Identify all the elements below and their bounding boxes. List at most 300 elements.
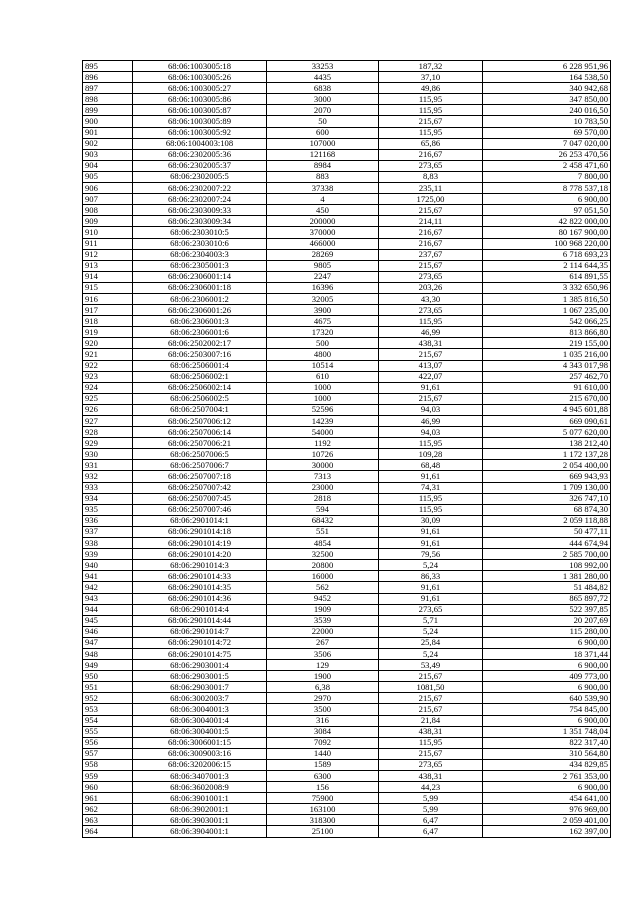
table-row (83, 560, 611, 571)
table-row (83, 371, 611, 382)
area-cell: 3506 (267, 648, 379, 659)
value-cell: 80 167 900,00 (483, 227, 611, 238)
cadastral-number-cell: 68:06:2303010:5 (133, 227, 267, 238)
cadastral-number-cell: 68:06:1003005:27 (133, 83, 267, 94)
rate-cell: 68,48 (379, 460, 483, 471)
area-cell: 50 (267, 116, 379, 127)
value-cell: 97 051,50 (483, 205, 611, 216)
table-row (83, 726, 611, 737)
area-cell: 75900 (267, 793, 379, 804)
row-number-cell: 942 (83, 582, 133, 593)
area-cell: 4854 (267, 538, 379, 549)
table-row (83, 105, 611, 116)
area-cell: 4675 (267, 316, 379, 327)
rate-cell: 5,99 (379, 793, 483, 804)
area-cell: 20800 (267, 560, 379, 571)
value-cell: 2 059 118,88 (483, 515, 611, 526)
table-row (83, 526, 611, 537)
area-cell: 370000 (267, 227, 379, 238)
table-row (83, 305, 611, 316)
row-number-cell: 919 (83, 327, 133, 338)
table-row (83, 626, 611, 637)
rate-cell: 5,24 (379, 648, 483, 659)
row-number-cell: 935 (83, 504, 133, 515)
area-cell: 4800 (267, 349, 379, 360)
rate-cell: 215,67 (379, 704, 483, 715)
table-row (83, 260, 611, 271)
cadastral-number-cell: 68:06:2901014:20 (133, 549, 267, 560)
area-cell: 3084 (267, 726, 379, 737)
area-cell: 163100 (267, 804, 379, 815)
area-cell: 10514 (267, 360, 379, 371)
row-number-cell: 932 (83, 471, 133, 482)
value-cell: 42 822 000,00 (483, 216, 611, 227)
table-row (83, 227, 611, 238)
row-number-cell: 906 (83, 183, 133, 194)
table-row (83, 72, 611, 83)
area-cell: 22000 (267, 626, 379, 637)
table-row (83, 759, 611, 770)
table-row (83, 171, 611, 182)
rate-cell: 5,99 (379, 804, 483, 815)
value-cell: 2 585 700,00 (483, 549, 611, 560)
rate-cell: 91,61 (379, 471, 483, 482)
row-number-cell: 898 (83, 94, 133, 105)
row-number-cell: 911 (83, 238, 133, 249)
area-cell: 4 (267, 194, 379, 205)
row-number-cell: 960 (83, 782, 133, 793)
row-number-cell: 910 (83, 227, 133, 238)
cadastral-number-cell: 68:06:2506001:4 (133, 360, 267, 371)
row-number-cell: 924 (83, 382, 133, 393)
area-cell: 3900 (267, 305, 379, 316)
table-row (83, 648, 611, 659)
rate-cell: 215,67 (379, 748, 483, 759)
cadastral-number-cell: 68:06:2507006:12 (133, 416, 267, 427)
table-row (83, 449, 611, 460)
rate-cell: 37,10 (379, 72, 483, 83)
table-row (83, 571, 611, 582)
value-cell: 4 343 017,98 (483, 360, 611, 371)
row-number-cell: 963 (83, 815, 133, 826)
value-cell: 6 900,00 (483, 660, 611, 671)
row-number-cell: 916 (83, 293, 133, 304)
rate-cell: 74,31 (379, 482, 483, 493)
value-cell: 215 670,00 (483, 393, 611, 404)
table-row (83, 382, 611, 393)
rate-cell: 215,67 (379, 349, 483, 360)
row-number-cell: 949 (83, 660, 133, 671)
row-number-cell: 904 (83, 160, 133, 171)
value-cell: 68 874,30 (483, 504, 611, 515)
row-number-cell: 958 (83, 759, 133, 770)
rate-cell: 438,31 (379, 771, 483, 782)
area-cell: 1900 (267, 671, 379, 682)
value-cell: 7 047 020,00 (483, 138, 611, 149)
cadastral-number-cell: 68:06:3004001:4 (133, 715, 267, 726)
value-cell: 976 969,00 (483, 804, 611, 815)
area-cell: 562 (267, 582, 379, 593)
cadastral-number-cell: 68:06:3004001:5 (133, 726, 267, 737)
cadastral-number-cell: 68:06:1003005:87 (133, 105, 267, 116)
cadastral-number-cell: 68:06:2506002:1 (133, 371, 267, 382)
value-cell: 813 866,80 (483, 327, 611, 338)
table-row (83, 116, 611, 127)
cadastral-number-cell: 68:06:2507006:21 (133, 438, 267, 449)
cadastral-number-cell: 68:06:2302007:22 (133, 183, 267, 194)
table-row (83, 94, 611, 105)
rate-cell: 216,67 (379, 149, 483, 160)
table-row (83, 804, 611, 815)
rate-cell: 94,03 (379, 427, 483, 438)
row-number-cell: 938 (83, 538, 133, 549)
table-row (83, 704, 611, 715)
rate-cell: 43,30 (379, 293, 483, 304)
rate-cell: 25,84 (379, 637, 483, 648)
row-number-cell: 925 (83, 393, 133, 404)
area-cell: 14239 (267, 416, 379, 427)
row-number-cell: 947 (83, 637, 133, 648)
row-number-cell: 909 (83, 216, 133, 227)
area-cell: 52596 (267, 404, 379, 415)
row-number-cell: 953 (83, 704, 133, 715)
row-number-cell: 914 (83, 271, 133, 282)
value-cell: 18 371,44 (483, 648, 611, 659)
cadastral-number-cell: 68:06:2303009:33 (133, 205, 267, 216)
table-row (83, 338, 611, 349)
rate-cell: 187,32 (379, 61, 483, 72)
row-number-cell: 923 (83, 371, 133, 382)
cadastral-number-cell: 68:06:2302005:5 (133, 171, 267, 182)
rate-cell: 214,11 (379, 216, 483, 227)
cadastral-number-cell: 68:06:2305001:3 (133, 260, 267, 271)
rate-cell: 273,65 (379, 271, 483, 282)
table-row (83, 360, 611, 371)
rate-cell: 438,31 (379, 726, 483, 737)
rate-cell: 235,11 (379, 183, 483, 194)
area-cell: 610 (267, 371, 379, 382)
table-row (83, 271, 611, 282)
value-cell: 434 829,85 (483, 759, 611, 770)
area-cell: 551 (267, 526, 379, 537)
value-cell: 6 900,00 (483, 637, 611, 648)
cadastral-number-cell: 68:06:2507007:46 (133, 504, 267, 515)
value-cell: 522 397,85 (483, 604, 611, 615)
row-number-cell: 956 (83, 737, 133, 748)
table-row (83, 282, 611, 293)
table-row (83, 327, 611, 338)
rate-cell: 273,65 (379, 305, 483, 316)
rate-cell: 91,61 (379, 526, 483, 537)
value-cell: 2 114 644,35 (483, 260, 611, 271)
value-cell: 409 773,00 (483, 671, 611, 682)
row-number-cell: 945 (83, 615, 133, 626)
cadastral-number-cell: 68:06:2506002:5 (133, 393, 267, 404)
value-cell: 1 351 748,04 (483, 726, 611, 737)
value-cell: 240 016,50 (483, 105, 611, 116)
value-cell: 640 539,90 (483, 693, 611, 704)
row-number-cell: 905 (83, 171, 133, 182)
cadastral-number-cell: 68:06:3002003:7 (133, 693, 267, 704)
area-cell: 7092 (267, 737, 379, 748)
area-cell: 6300 (267, 771, 379, 782)
table-row (83, 427, 611, 438)
rate-cell: 215,67 (379, 205, 483, 216)
value-cell: 444 674,94 (483, 538, 611, 549)
area-cell: 28269 (267, 249, 379, 260)
table-row (83, 782, 611, 793)
rate-cell: 91,61 (379, 593, 483, 604)
row-number-cell: 954 (83, 715, 133, 726)
area-cell: 17320 (267, 327, 379, 338)
rate-cell: 273,65 (379, 160, 483, 171)
value-cell: 1 067 235,00 (483, 305, 611, 316)
cadastral-number-cell: 68:06:2503007:16 (133, 349, 267, 360)
value-cell: 26 253 470,56 (483, 149, 611, 160)
area-cell: 2247 (267, 271, 379, 282)
cadastral-number-cell: 68:06:2506002:14 (133, 382, 267, 393)
table-row (83, 160, 611, 171)
rate-cell: 413,07 (379, 360, 483, 371)
table-row (83, 416, 611, 427)
table-row (83, 149, 611, 160)
value-cell: 310 564,80 (483, 748, 611, 759)
area-cell: 33253 (267, 61, 379, 72)
rate-cell: 438,31 (379, 338, 483, 349)
cadastral-number-cell: 68:06:3407001:3 (133, 771, 267, 782)
area-cell: 9452 (267, 593, 379, 604)
row-number-cell: 946 (83, 626, 133, 637)
value-cell: 138 212,40 (483, 438, 611, 449)
table-row (83, 493, 611, 504)
value-cell: 10 783,50 (483, 116, 611, 127)
value-cell: 347 850,00 (483, 94, 611, 105)
cadastral-number-cell: 68:06:2303009:34 (133, 216, 267, 227)
rate-cell: 273,65 (379, 759, 483, 770)
rate-cell: 237,67 (379, 249, 483, 260)
area-cell: 1000 (267, 382, 379, 393)
area-cell: 37338 (267, 183, 379, 194)
cadastral-number-cell: 68:06:3904001:1 (133, 826, 267, 837)
row-number-cell: 933 (83, 482, 133, 493)
area-cell: 1000 (267, 393, 379, 404)
value-cell: 1 709 130,00 (483, 482, 611, 493)
row-number-cell: 964 (83, 826, 133, 837)
cadastral-number-cell: 68:06:2903001:4 (133, 660, 267, 671)
row-number-cell: 944 (83, 604, 133, 615)
row-number-cell: 903 (83, 149, 133, 160)
value-cell: 8 778 537,18 (483, 183, 611, 194)
rate-cell: 203,26 (379, 282, 483, 293)
value-cell: 164 538,50 (483, 72, 611, 83)
cadastral-number-cell: 68:06:2901014:19 (133, 538, 267, 549)
cadastral-number-cell: 68:06:3009003:16 (133, 748, 267, 759)
cadastral-number-cell: 68:06:2507006:5 (133, 449, 267, 460)
area-cell: 450 (267, 205, 379, 216)
value-cell: 91 610,00 (483, 382, 611, 393)
table-row (83, 737, 611, 748)
cadastral-number-cell: 68:06:2901014:3 (133, 560, 267, 571)
area-cell: 2818 (267, 493, 379, 504)
table-row (83, 538, 611, 549)
value-cell: 454 641,00 (483, 793, 611, 804)
row-number-cell: 918 (83, 316, 133, 327)
value-cell: 2 761 353,00 (483, 771, 611, 782)
cadastral-number-cell: 68:06:1003005:26 (133, 72, 267, 83)
row-number-cell: 917 (83, 305, 133, 316)
area-cell: 500 (267, 338, 379, 349)
row-number-cell: 961 (83, 793, 133, 804)
cadastral-number-cell: 68:06:3901001:1 (133, 793, 267, 804)
area-cell: 1909 (267, 604, 379, 615)
area-cell: 200000 (267, 216, 379, 227)
table-row (83, 293, 611, 304)
value-cell: 6 900,00 (483, 194, 611, 205)
value-cell: 614 891,55 (483, 271, 611, 282)
cadastral-number-cell: 68:06:3902001:1 (133, 804, 267, 815)
rate-cell: 91,61 (379, 382, 483, 393)
area-cell: 23000 (267, 482, 379, 493)
cadastral-number-cell: 68:06:1004003:108 (133, 138, 267, 149)
value-cell: 51 484,82 (483, 582, 611, 593)
rate-cell: 1081,50 (379, 682, 483, 693)
row-number-cell: 931 (83, 460, 133, 471)
cadastral-number-cell: 68:06:2507004:1 (133, 404, 267, 415)
area-cell: 7313 (267, 471, 379, 482)
value-cell: 1 035 216,00 (483, 349, 611, 360)
cadastral-value-table (82, 60, 611, 838)
value-cell: 50 477,11 (483, 526, 611, 537)
value-cell: 6 900,00 (483, 715, 611, 726)
cadastral-number-cell: 68:06:2507007:18 (133, 471, 267, 482)
area-cell: 267 (267, 637, 379, 648)
table-row (83, 549, 611, 560)
rate-cell: 46,99 (379, 416, 483, 427)
rate-cell: 115,95 (379, 493, 483, 504)
table-row (83, 604, 611, 615)
table-row (83, 138, 611, 149)
table-row (83, 249, 611, 260)
cadastral-number-cell: 68:06:2901014:35 (133, 582, 267, 593)
value-cell: 3 332 650,96 (483, 282, 611, 293)
row-number-cell: 929 (83, 438, 133, 449)
rate-cell: 115,95 (379, 105, 483, 116)
table-row (83, 793, 611, 804)
area-cell: 6838 (267, 83, 379, 94)
area-cell: 107000 (267, 138, 379, 149)
table-row (83, 637, 611, 648)
row-number-cell: 939 (83, 549, 133, 560)
table-row (83, 582, 611, 593)
rate-cell: 5,24 (379, 560, 483, 571)
table-row (83, 815, 611, 826)
value-cell: 822 317,40 (483, 737, 611, 748)
value-cell: 2 458 471,60 (483, 160, 611, 171)
cadastral-number-cell: 68:06:1003005:86 (133, 94, 267, 105)
table-row (83, 205, 611, 216)
value-cell: 1 385 816,50 (483, 293, 611, 304)
table-row (83, 460, 611, 471)
table-row (83, 615, 611, 626)
cadastral-number-cell: 68:06:2507007:45 (133, 493, 267, 504)
table-row (83, 216, 611, 227)
rate-cell: 1725,00 (379, 194, 483, 205)
table-row (83, 671, 611, 682)
cadastral-number-cell: 68:06:2306001:6 (133, 327, 267, 338)
cadastral-number-cell: 68:06:3602008:9 (133, 782, 267, 793)
area-cell: 316 (267, 715, 379, 726)
row-number-cell: 913 (83, 260, 133, 271)
cadastral-number-cell: 68:06:2306001:26 (133, 305, 267, 316)
cadastral-number-cell: 68:06:2302005:36 (133, 149, 267, 160)
area-cell: 2970 (267, 693, 379, 704)
cadastral-number-cell: 68:06:2901014:4 (133, 604, 267, 615)
cadastral-number-cell: 68:06:1003005:18 (133, 61, 267, 72)
area-cell: 32500 (267, 549, 379, 560)
row-number-cell: 927 (83, 416, 133, 427)
cadastral-number-cell: 68:06:1003005:92 (133, 127, 267, 138)
row-number-cell: 951 (83, 682, 133, 693)
row-number-cell: 936 (83, 515, 133, 526)
table-row (83, 238, 611, 249)
table-row (83, 660, 611, 671)
cadastral-number-cell: 68:06:2303010:6 (133, 238, 267, 249)
value-cell: 108 992,00 (483, 560, 611, 571)
rate-cell: 115,95 (379, 504, 483, 515)
value-cell: 865 897,72 (483, 593, 611, 604)
rate-cell: 273,65 (379, 604, 483, 615)
rate-cell: 5,71 (379, 615, 483, 626)
row-number-cell: 930 (83, 449, 133, 460)
rate-cell: 6,47 (379, 815, 483, 826)
row-number-cell: 926 (83, 404, 133, 415)
rate-cell: 49,86 (379, 83, 483, 94)
rate-cell: 215,67 (379, 393, 483, 404)
row-number-cell: 912 (83, 249, 133, 260)
table-row (83, 482, 611, 493)
rate-cell: 109,28 (379, 449, 483, 460)
value-cell: 257 462,70 (483, 371, 611, 382)
row-number-cell: 943 (83, 593, 133, 604)
rate-cell: 94,03 (379, 404, 483, 415)
rate-cell: 215,67 (379, 116, 483, 127)
value-cell: 1 381 280,00 (483, 571, 611, 582)
rate-cell: 6,47 (379, 826, 483, 837)
row-number-cell: 941 (83, 571, 133, 582)
cadastral-number-cell: 68:06:1003005:89 (133, 116, 267, 127)
area-cell: 32005 (267, 293, 379, 304)
cadastral-number-cell: 68:06:2903001:5 (133, 671, 267, 682)
cadastral-number-cell: 68:06:2901014:36 (133, 593, 267, 604)
rate-cell: 216,67 (379, 238, 483, 249)
value-cell: 115 280,00 (483, 626, 611, 637)
table-row (83, 393, 611, 404)
area-cell: 466000 (267, 238, 379, 249)
area-cell: 1440 (267, 748, 379, 759)
row-number-cell: 948 (83, 648, 133, 659)
value-cell: 542 066,25 (483, 316, 611, 327)
area-cell: 883 (267, 171, 379, 182)
row-number-cell: 920 (83, 338, 133, 349)
table-row (83, 316, 611, 327)
value-cell: 162 397,00 (483, 826, 611, 837)
table-row (83, 349, 611, 360)
table-row (83, 504, 611, 515)
row-number-cell: 957 (83, 748, 133, 759)
table-row (83, 715, 611, 726)
row-number-cell: 900 (83, 116, 133, 127)
value-cell: 754 845,00 (483, 704, 611, 715)
